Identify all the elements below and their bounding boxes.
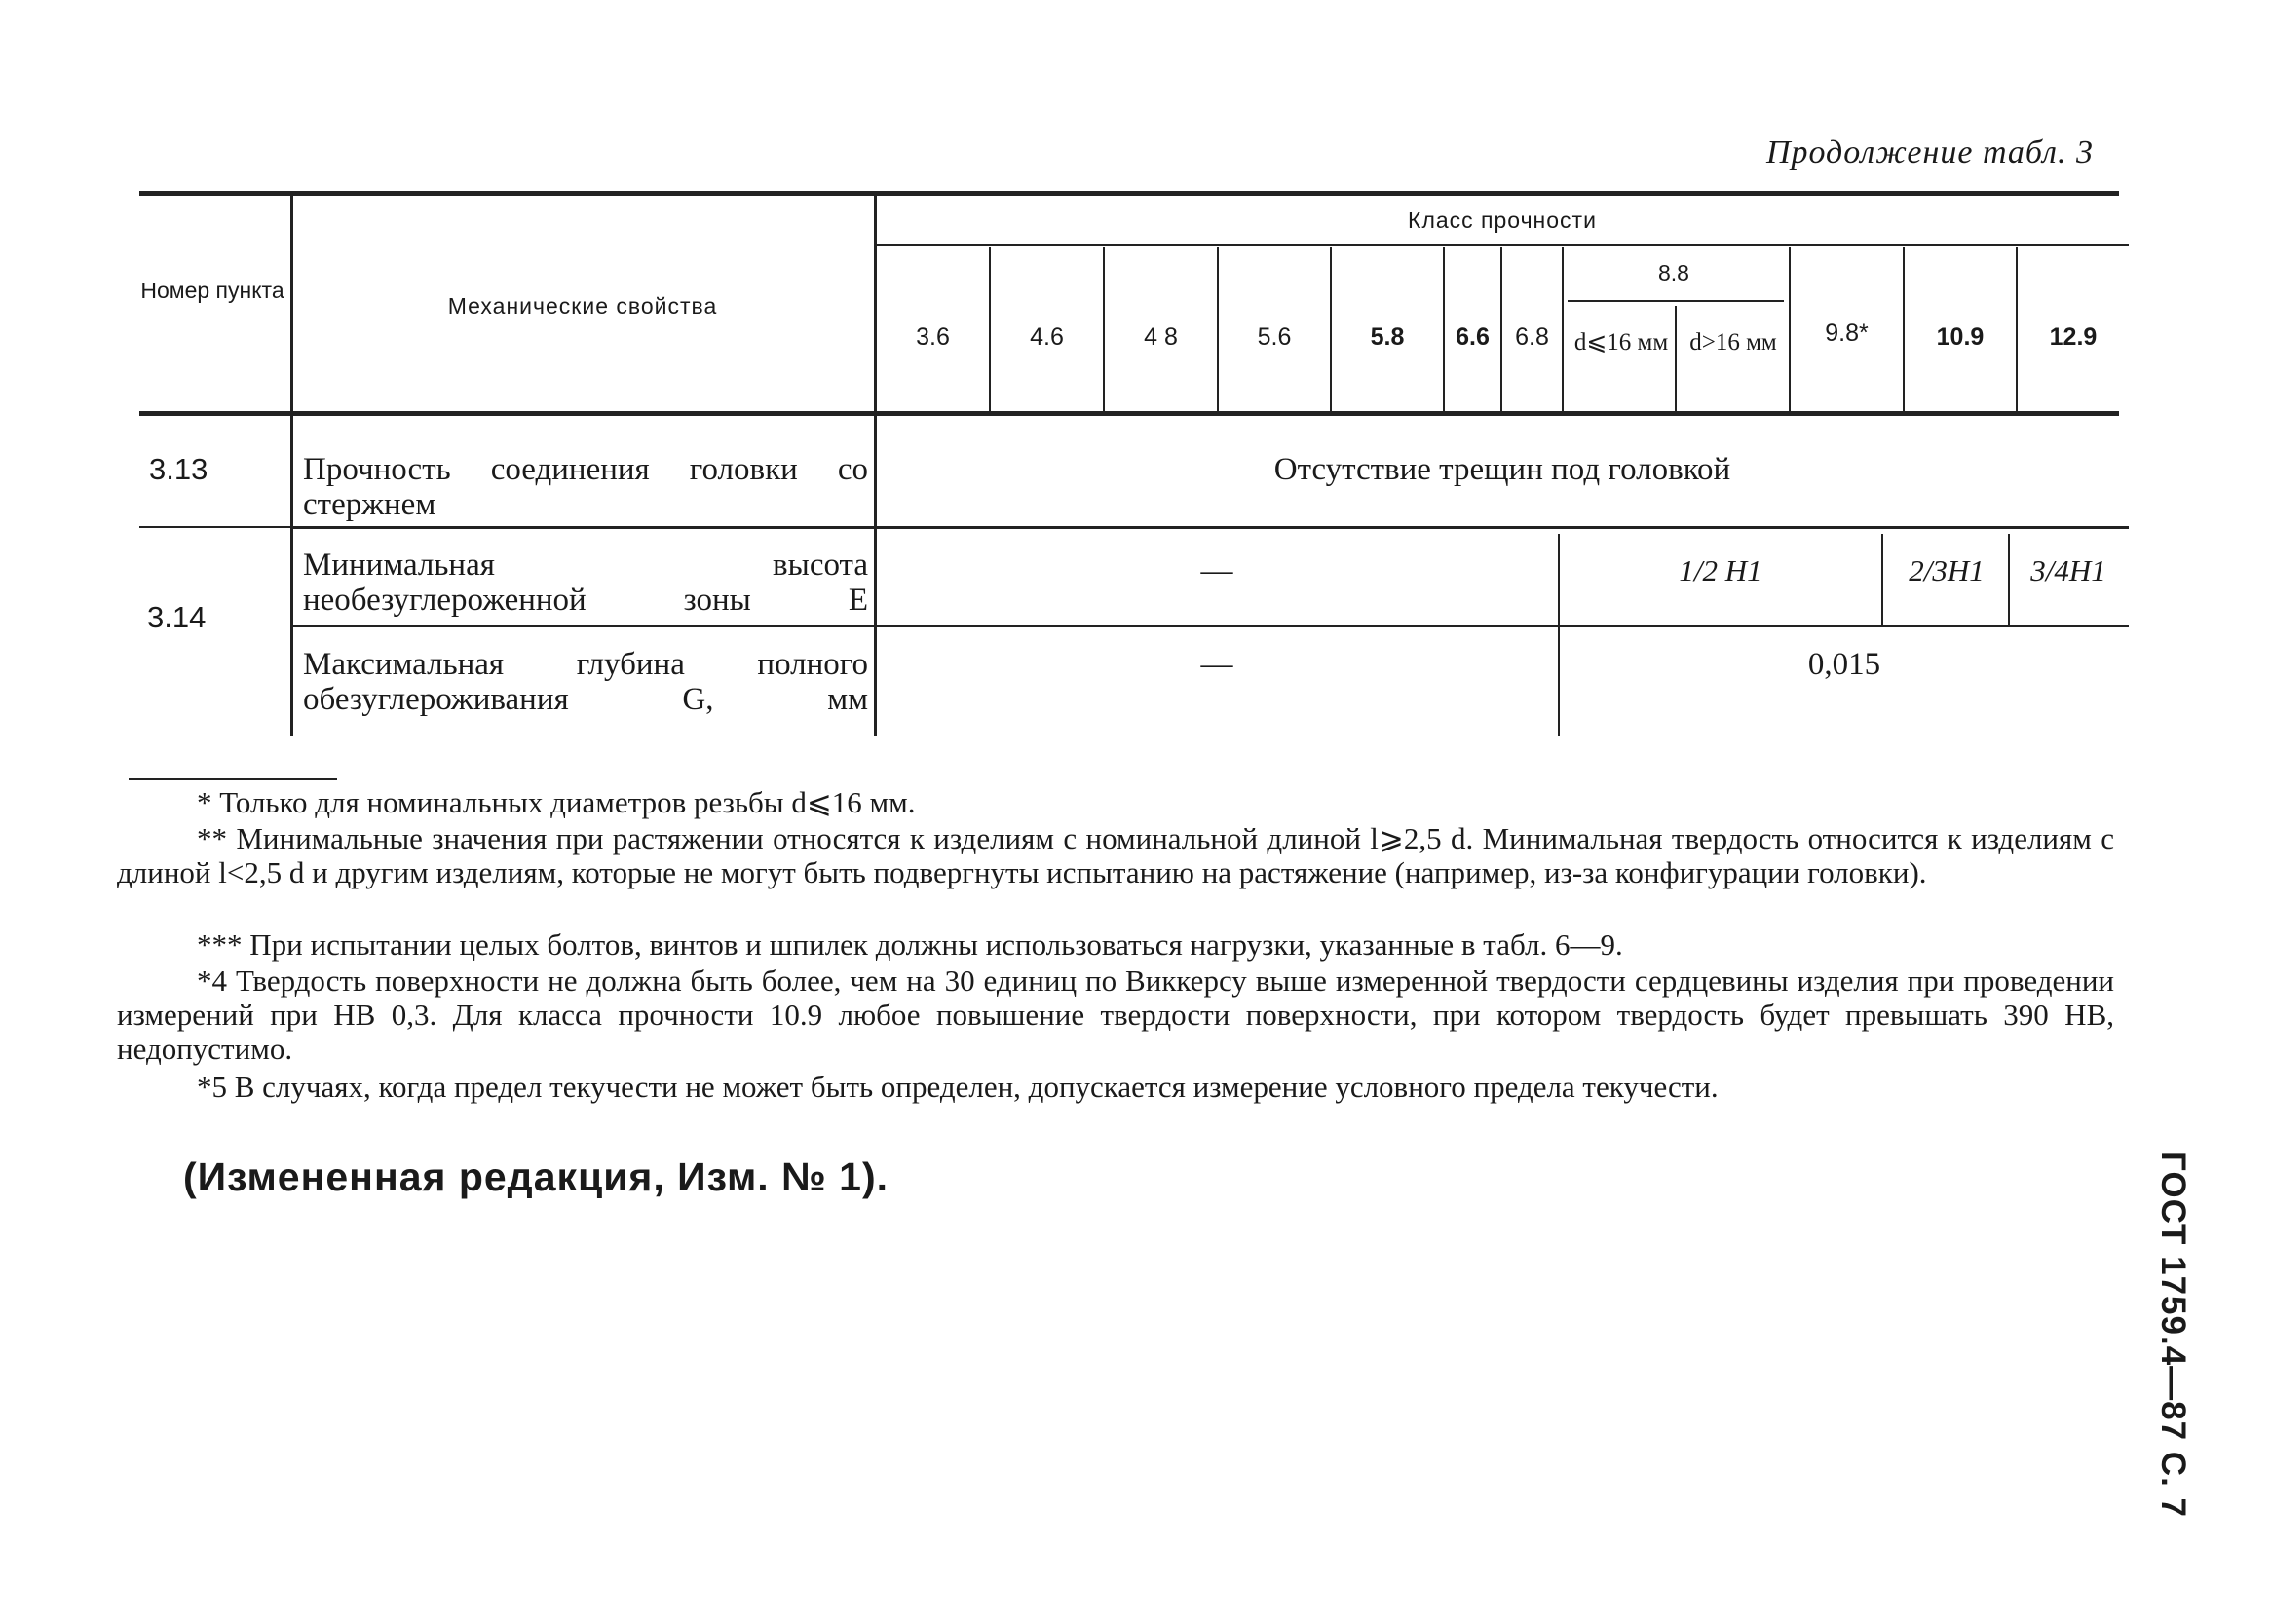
dash-cell: —: [1200, 553, 1233, 588]
standard-sidebar-label: ГОСТ 1759.4—87 С. 7: [2154, 1151, 2192, 1519]
col-rule-1: [290, 191, 293, 736]
row-rule-313: [291, 526, 2129, 529]
footnote-3: *** При испытании целых болтов, винтов и шпилек должны использоваться нагрузки, указанные в табл. 6—9.: [197, 927, 1623, 962]
row-number: 3.14: [147, 600, 207, 634]
col-item-header: Номер пункта: [140, 278, 284, 303]
property-text: Прочность соединения головки со стержнем: [303, 452, 868, 522]
header-bottom-rule: [139, 411, 2119, 416]
col-property-header: Механические свойства: [447, 293, 718, 319]
class-88-split-rule: [1675, 306, 1677, 411]
footnote-rule: [129, 778, 337, 780]
class-88-header: 8.8: [1658, 260, 1689, 285]
property-text: Максимальная глубина полного обезуглероживания G, мм: [303, 647, 868, 717]
standard-sidebar: [2153, 1151, 2192, 1519]
row-rule-314: [291, 625, 2129, 627]
value-cell: 0,015: [1807, 647, 1881, 682]
class-88-sub-small: d⩽16 мм: [1573, 329, 1669, 356]
row-313-value: Отсутствие трещин под головкой: [1273, 452, 1731, 487]
class-header: 3.6: [916, 323, 950, 351]
class-header: 12.9: [2049, 323, 2098, 351]
class-header: 6.6: [1456, 323, 1490, 351]
half-h1-cell: 1/2 H1: [1679, 553, 1762, 587]
class-header: 6.8: [1515, 323, 1549, 351]
class-header: 9.8*: [1825, 320, 1869, 347]
two-thirds-h1-cell: 2/3H1: [1909, 553, 1985, 587]
value-rule: [2008, 534, 2010, 625]
footnote-5: *5 В случаях, когда предел текучести не может быть определен, допускается измерение условного предела текучести.: [197, 1070, 1719, 1104]
footnote-1: * Только для номинальных диаметров резьбы d⩽16 мм.: [197, 785, 916, 819]
table-top-rule: [139, 191, 2119, 196]
class-group-rule: [876, 244, 2129, 246]
footnote-2: ** Минимальные значения при растяжении относятся к изделиям с номинальной длиной l⩾2,5 d. Минимальная твердость относится к изделиям с длиной l<2,5 d и другим изделиям, которые не могут быть подвергнуты испытанию на растяжение (например, из-за конфигурации головки).: [117, 821, 2114, 889]
footnote-4: *4 Твердость поверхности не должна быть более, чем на 30 единиц по Виккерсу выше измеренной твердости сердцевины изделия при проведении измерений при HB 0,3. Для класса прочности 10.9 любое повышение твердости поверхности, при котором твердость будет превышать 390 HB, недопустимо.: [117, 963, 2114, 1066]
row-rule-num: [139, 526, 291, 528]
continuation-label: Продолжение табл. 3: [1765, 134, 2094, 170]
value-rule: [1881, 534, 1883, 625]
row-number: 3.13: [149, 452, 208, 486]
class-header: 4 8: [1144, 323, 1178, 351]
mechanical-properties-table: [139, 191, 2129, 736]
amendment-note: (Измененная редакция, Изм. № 1).: [183, 1154, 889, 1199]
class-header: 10.9: [1936, 323, 1985, 351]
class-88-rule: [1568, 300, 1784, 302]
dash-cell: —: [1200, 647, 1233, 682]
three-quarters-h1-cell: 3/4H1: [2030, 553, 2106, 587]
class-group-header: Класс прочности: [1408, 208, 1597, 233]
class-88-sub-large: d>16 мм: [1689, 329, 1777, 356]
class-header: 4.6: [1030, 323, 1064, 351]
class-header: 5.6: [1257, 323, 1292, 351]
property-text: Минимальная высота необезуглероженной зоны E: [303, 548, 868, 618]
class-header: 5.8: [1370, 323, 1405, 351]
